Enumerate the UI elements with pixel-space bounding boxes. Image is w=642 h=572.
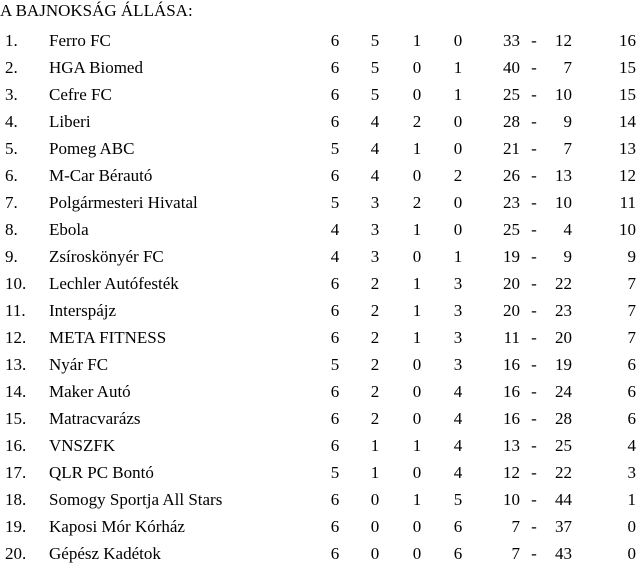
goal-separator: - bbox=[531, 328, 537, 347]
won-cell: 3 bbox=[370, 247, 380, 266]
rank-cell: 3. bbox=[5, 85, 18, 104]
points-cell: 3 bbox=[627, 463, 636, 482]
lost-cell: 5 bbox=[453, 490, 463, 509]
lost-cell: 3 bbox=[453, 274, 463, 293]
lost-cell: 0 bbox=[453, 31, 463, 50]
goals-against-cell: 7 bbox=[563, 58, 572, 77]
table-row bbox=[0, 486, 642, 513]
won-cell: 1 bbox=[370, 436, 380, 455]
goal-separator: - bbox=[531, 436, 537, 455]
team-name: Maker Autó bbox=[49, 382, 131, 401]
table-row bbox=[0, 351, 642, 378]
played-cell: 6 bbox=[330, 328, 340, 347]
drawn-cell: 0 bbox=[412, 409, 422, 428]
team-name: META FITNESS bbox=[49, 328, 167, 347]
drawn-cell: 2 bbox=[412, 112, 422, 131]
goals-for-cell: 7 bbox=[511, 517, 520, 536]
goal-separator: - bbox=[531, 85, 537, 104]
goal-separator: - bbox=[531, 544, 537, 563]
goals-against-cell: 44 bbox=[555, 490, 572, 509]
goals-for-cell: 23 bbox=[503, 193, 520, 212]
team-name: Somogy Sportja All Stars bbox=[49, 490, 223, 509]
goal-separator: - bbox=[531, 274, 537, 293]
won-cell: 2 bbox=[370, 274, 380, 293]
drawn-cell: 1 bbox=[412, 274, 422, 293]
drawn-cell: 0 bbox=[412, 58, 422, 77]
drawn-cell: 1 bbox=[412, 139, 422, 158]
goals-against-cell: 20 bbox=[555, 328, 572, 347]
goal-separator: - bbox=[531, 463, 537, 482]
played-cell: 6 bbox=[330, 436, 340, 455]
goals-against-cell: 10 bbox=[555, 85, 572, 104]
table-row bbox=[0, 378, 642, 405]
rank-cell: 5. bbox=[5, 139, 18, 158]
goals-for-cell: 25 bbox=[503, 85, 520, 104]
rank-cell: 15. bbox=[5, 409, 27, 428]
table-row bbox=[0, 432, 642, 459]
won-cell: 2 bbox=[370, 355, 380, 374]
table-row bbox=[0, 324, 642, 351]
team-name: Interspájz bbox=[49, 301, 117, 320]
goals-for-cell: 12 bbox=[503, 463, 520, 482]
played-cell: 6 bbox=[330, 166, 340, 185]
rank-cell: 17. bbox=[5, 463, 27, 482]
page-title: A BAJNOKSÁG ÁLLÁSA: bbox=[0, 1, 193, 20]
goal-separator: - bbox=[531, 31, 537, 50]
goals-against-cell: 4 bbox=[563, 220, 572, 239]
goals-for-cell: 33 bbox=[503, 31, 520, 50]
lost-cell: 0 bbox=[453, 220, 463, 239]
drawn-cell: 1 bbox=[412, 301, 422, 320]
goal-separator: - bbox=[531, 409, 537, 428]
won-cell: 0 bbox=[370, 490, 380, 509]
played-cell: 5 bbox=[330, 355, 340, 374]
drawn-cell: 0 bbox=[412, 247, 422, 266]
goal-separator: - bbox=[531, 112, 537, 131]
drawn-cell: 1 bbox=[412, 490, 422, 509]
won-cell: 1 bbox=[370, 463, 380, 482]
rank-cell: 10. bbox=[5, 274, 27, 293]
rank-cell: 20. bbox=[5, 544, 27, 563]
goals-for-cell: 16 bbox=[503, 355, 520, 374]
won-cell: 4 bbox=[370, 166, 380, 185]
drawn-cell: 2 bbox=[412, 193, 422, 212]
played-cell: 6 bbox=[330, 517, 340, 536]
rank-cell: 19. bbox=[5, 517, 27, 536]
points-cell: 12 bbox=[619, 166, 636, 185]
table-row bbox=[0, 513, 642, 540]
team-name: Lechler Autófesték bbox=[49, 274, 179, 293]
table-row bbox=[0, 108, 642, 135]
points-cell: 1 bbox=[627, 490, 636, 509]
goals-against-cell: 13 bbox=[555, 166, 572, 185]
team-name: Ferro FC bbox=[49, 31, 111, 50]
rank-cell: 8. bbox=[5, 220, 18, 239]
lost-cell: 4 bbox=[453, 463, 463, 482]
table-row bbox=[0, 135, 642, 162]
played-cell: 6 bbox=[330, 490, 340, 509]
lost-cell: 1 bbox=[453, 85, 463, 104]
rank-cell: 13. bbox=[5, 355, 27, 374]
team-name: M-Car Bérautó bbox=[49, 166, 153, 185]
team-name: Matracvarázs bbox=[49, 409, 141, 428]
won-cell: 4 bbox=[370, 139, 380, 158]
won-cell: 0 bbox=[370, 517, 380, 536]
goal-separator: - bbox=[531, 301, 537, 320]
won-cell: 5 bbox=[370, 58, 380, 77]
table-row bbox=[0, 162, 642, 189]
table-row bbox=[0, 81, 642, 108]
rank-cell: 11. bbox=[5, 301, 26, 320]
goals-against-cell: 24 bbox=[555, 382, 572, 401]
lost-cell: 0 bbox=[453, 112, 463, 131]
played-cell: 5 bbox=[330, 193, 340, 212]
goal-separator: - bbox=[531, 220, 537, 239]
rank-cell: 16. bbox=[5, 436, 27, 455]
goals-for-cell: 10 bbox=[503, 490, 520, 509]
drawn-cell: 1 bbox=[412, 220, 422, 239]
goals-for-cell: 16 bbox=[503, 382, 520, 401]
won-cell: 4 bbox=[370, 112, 380, 131]
goals-against-cell: 43 bbox=[555, 544, 572, 563]
team-name: Ebola bbox=[49, 220, 89, 239]
points-cell: 6 bbox=[627, 355, 636, 374]
goals-against-cell: 23 bbox=[555, 301, 572, 320]
goals-for-cell: 21 bbox=[503, 139, 520, 158]
team-name: Cefre FC bbox=[49, 85, 112, 104]
points-cell: 15 bbox=[619, 85, 636, 104]
team-name: Liberi bbox=[49, 112, 91, 131]
drawn-cell: 0 bbox=[412, 85, 422, 104]
won-cell: 2 bbox=[370, 328, 380, 347]
team-name: Nyár FC bbox=[49, 355, 109, 374]
table-row bbox=[0, 459, 642, 486]
goals-against-cell: 12 bbox=[555, 31, 572, 50]
goal-separator: - bbox=[531, 166, 537, 185]
goals-for-cell: 20 bbox=[503, 301, 520, 320]
table-row bbox=[0, 189, 642, 216]
team-name: Gépész Kadétok bbox=[49, 544, 161, 563]
goals-against-cell: 25 bbox=[555, 436, 572, 455]
goals-for-cell: 20 bbox=[503, 274, 520, 293]
drawn-cell: 0 bbox=[412, 517, 422, 536]
team-name: Zsíroskönyér FC bbox=[49, 247, 164, 266]
team-name: Pomeg ABC bbox=[49, 139, 135, 158]
goal-separator: - bbox=[531, 490, 537, 509]
lost-cell: 3 bbox=[453, 355, 463, 374]
played-cell: 4 bbox=[330, 247, 340, 266]
points-cell: 6 bbox=[627, 409, 636, 428]
goal-separator: - bbox=[531, 58, 537, 77]
team-name: Polgármesteri Hivatal bbox=[49, 193, 198, 212]
won-cell: 0 bbox=[370, 544, 380, 563]
points-cell: 6 bbox=[627, 382, 636, 401]
won-cell: 3 bbox=[370, 193, 380, 212]
drawn-cell: 1 bbox=[412, 436, 422, 455]
played-cell: 4 bbox=[330, 220, 340, 239]
lost-cell: 3 bbox=[453, 328, 463, 347]
points-cell: 7 bbox=[627, 328, 636, 347]
won-cell: 2 bbox=[370, 382, 380, 401]
points-cell: 13 bbox=[619, 139, 636, 158]
table-row bbox=[0, 216, 642, 243]
played-cell: 6 bbox=[330, 58, 340, 77]
table-row bbox=[0, 405, 642, 432]
rank-cell: 9. bbox=[5, 247, 18, 266]
won-cell: 3 bbox=[370, 220, 380, 239]
goals-for-cell: 11 bbox=[503, 328, 520, 347]
played-cell: 6 bbox=[330, 544, 340, 563]
goal-separator: - bbox=[531, 382, 537, 401]
rank-cell: 18. bbox=[5, 490, 27, 509]
won-cell: 2 bbox=[370, 409, 380, 428]
drawn-cell: 0 bbox=[412, 463, 422, 482]
rank-cell: 1. bbox=[5, 31, 18, 50]
table-row bbox=[0, 270, 642, 297]
played-cell: 6 bbox=[330, 112, 340, 131]
goals-for-cell: 25 bbox=[503, 220, 520, 239]
lost-cell: 4 bbox=[453, 382, 463, 401]
drawn-cell: 1 bbox=[412, 328, 422, 347]
lost-cell: 2 bbox=[453, 166, 463, 185]
lost-cell: 6 bbox=[453, 517, 463, 536]
goal-separator: - bbox=[531, 139, 537, 158]
drawn-cell: 0 bbox=[412, 355, 422, 374]
goals-for-cell: 40 bbox=[503, 58, 520, 77]
team-name: HGA Biomed bbox=[49, 58, 143, 77]
points-cell: 16 bbox=[619, 31, 636, 50]
won-cell: 5 bbox=[370, 31, 380, 50]
played-cell: 6 bbox=[330, 382, 340, 401]
drawn-cell: 1 bbox=[412, 31, 422, 50]
drawn-cell: 0 bbox=[412, 166, 422, 185]
goals-for-cell: 19 bbox=[503, 247, 520, 266]
goals-against-cell: 9 bbox=[563, 112, 572, 131]
points-cell: 9 bbox=[627, 247, 636, 266]
rank-cell: 2. bbox=[5, 58, 18, 77]
goals-for-cell: 16 bbox=[503, 409, 520, 428]
goals-against-cell: 19 bbox=[555, 355, 572, 374]
goals-for-cell: 7 bbox=[511, 544, 520, 563]
goals-for-cell: 26 bbox=[503, 166, 520, 185]
goal-separator: - bbox=[531, 517, 537, 536]
drawn-cell: 0 bbox=[412, 382, 422, 401]
table-row bbox=[0, 27, 642, 54]
goals-against-cell: 37 bbox=[555, 517, 572, 536]
played-cell: 5 bbox=[330, 139, 340, 158]
points-cell: 10 bbox=[619, 220, 636, 239]
drawn-cell: 0 bbox=[412, 544, 422, 563]
rank-cell: 4. bbox=[5, 112, 18, 131]
lost-cell: 4 bbox=[453, 436, 463, 455]
rank-cell: 14. bbox=[5, 382, 27, 401]
played-cell: 6 bbox=[330, 274, 340, 293]
points-cell: 14 bbox=[619, 112, 636, 131]
goals-for-cell: 28 bbox=[503, 112, 520, 131]
table-row bbox=[0, 540, 642, 567]
goals-against-cell: 22 bbox=[555, 274, 572, 293]
played-cell: 5 bbox=[330, 463, 340, 482]
played-cell: 6 bbox=[330, 31, 340, 50]
points-cell: 7 bbox=[627, 274, 636, 293]
points-cell: 7 bbox=[627, 301, 636, 320]
points-cell: 15 bbox=[619, 58, 636, 77]
played-cell: 6 bbox=[330, 301, 340, 320]
played-cell: 6 bbox=[330, 409, 340, 428]
goal-separator: - bbox=[531, 193, 537, 212]
points-cell: 0 bbox=[627, 517, 636, 536]
goals-for-cell: 13 bbox=[503, 436, 520, 455]
team-name: VNSZFK bbox=[49, 436, 116, 455]
played-cell: 6 bbox=[330, 85, 340, 104]
goals-against-cell: 10 bbox=[555, 193, 572, 212]
team-name: Kaposi Mór Kórház bbox=[49, 517, 185, 536]
table-row bbox=[0, 54, 642, 81]
goals-against-cell: 7 bbox=[563, 139, 572, 158]
table-row bbox=[0, 297, 642, 324]
rank-cell: 12. bbox=[5, 328, 27, 347]
points-cell: 0 bbox=[627, 544, 636, 563]
lost-cell: 6 bbox=[453, 544, 463, 563]
lost-cell: 3 bbox=[453, 301, 463, 320]
goals-against-cell: 9 bbox=[563, 247, 572, 266]
lost-cell: 1 bbox=[453, 247, 463, 266]
points-cell: 11 bbox=[619, 193, 636, 212]
team-name: QLR PC Bontó bbox=[49, 463, 154, 482]
table-row bbox=[0, 243, 642, 270]
rank-cell: 6. bbox=[5, 166, 18, 185]
goals-against-cell: 28 bbox=[555, 409, 572, 428]
won-cell: 2 bbox=[370, 301, 380, 320]
lost-cell: 1 bbox=[453, 58, 463, 77]
rank-cell: 7. bbox=[5, 193, 18, 212]
points-cell: 4 bbox=[627, 436, 636, 455]
lost-cell: 0 bbox=[453, 139, 463, 158]
goal-separator: - bbox=[531, 355, 537, 374]
lost-cell: 0 bbox=[453, 193, 463, 212]
lost-cell: 4 bbox=[453, 409, 463, 428]
goal-separator: - bbox=[531, 247, 537, 266]
won-cell: 5 bbox=[370, 85, 380, 104]
goals-against-cell: 22 bbox=[555, 463, 572, 482]
